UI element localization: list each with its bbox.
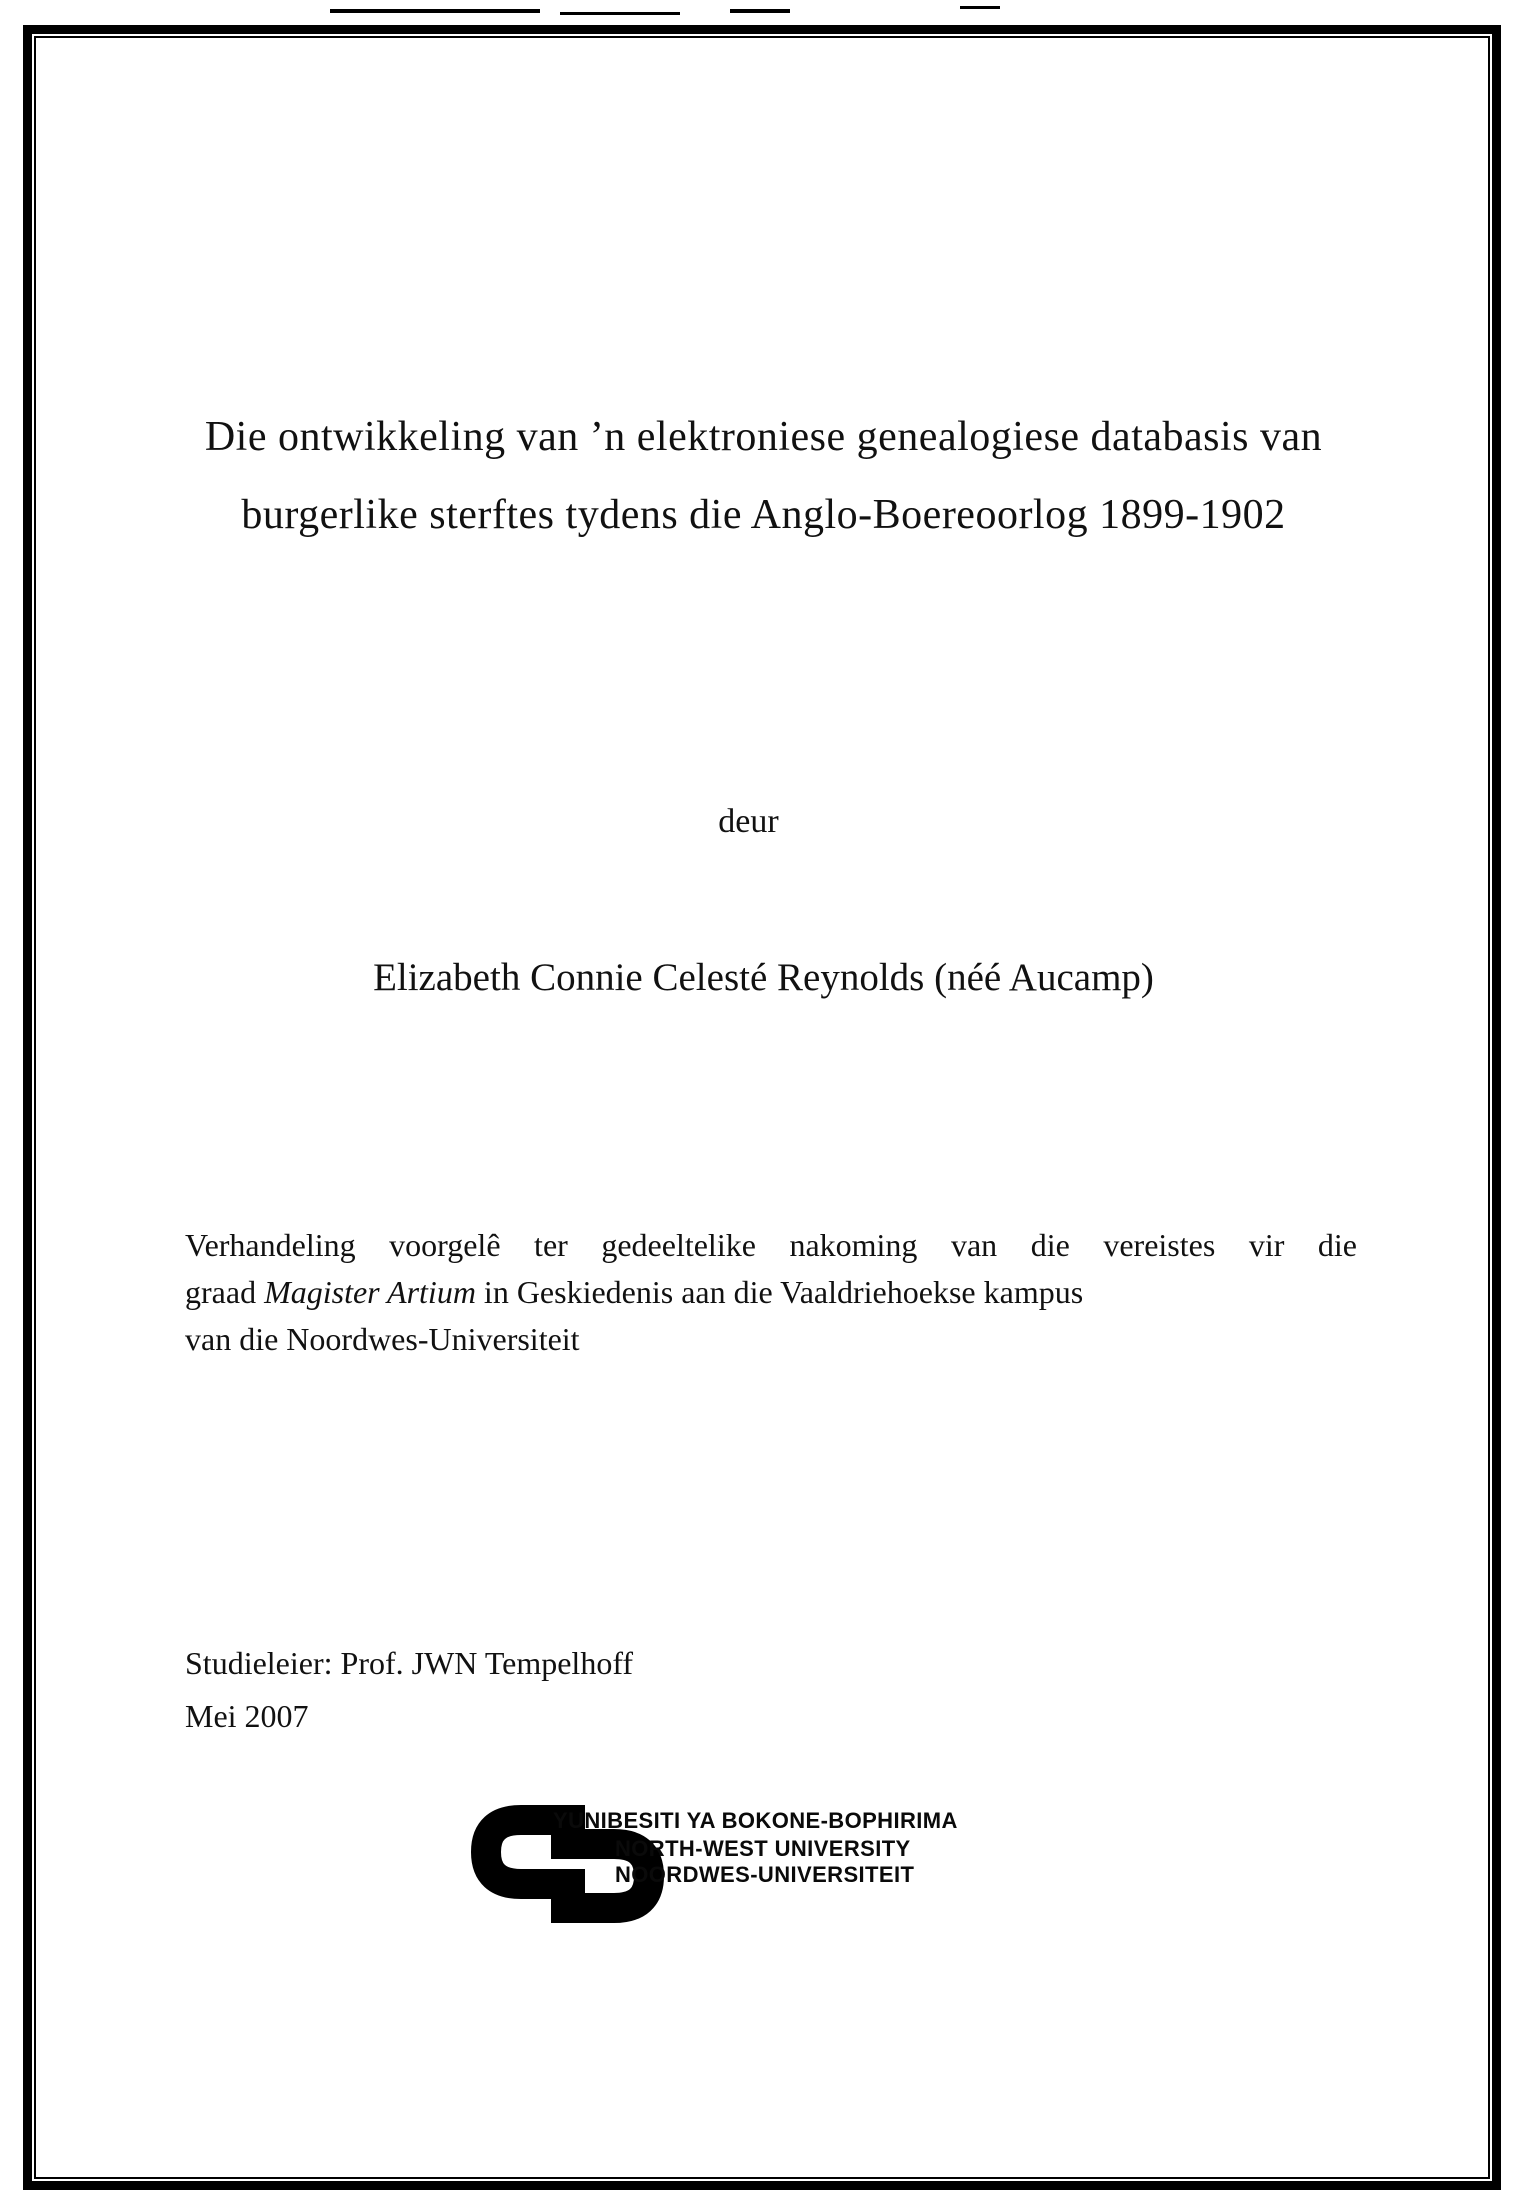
byline-label: deur (718, 803, 779, 840)
submission-line3: van die Noordwes-Universiteit (185, 1321, 580, 1357)
submission-line2 (185, 1269, 1357, 1316)
degree-name: Magister Artium (264, 1274, 476, 1310)
author-name: Elizabeth Connie Celesté Reynolds (néé Aucamp) (373, 956, 1154, 999)
university-name-english: NORTH-WEST UNIVERSITY (615, 1836, 911, 1861)
supervisor-line: Studieleier: Prof. JWN Tempelhoff (185, 1645, 634, 1681)
submission-line1: Verhandeling voorgelê ter gedeeltelike nakoming van die vereistes vir die (185, 1227, 1357, 1263)
thesis-title-line1: Die ontwikkeling van ’n elektroniese genealogiese databasis van (204, 414, 1323, 460)
university-name-afrikaans: NOORDWES-UNIVERSITEIT (615, 1862, 915, 1887)
scan-artifact (960, 6, 1000, 9)
university-name-setswana: YUNIBESITI YA BOKONE-BOPHIRIMA (553, 1808, 958, 1833)
submission-statement (185, 1222, 1357, 1363)
thesis-title (60, 398, 1467, 554)
submission-line2-prefix: graad (185, 1274, 265, 1310)
date-line: Mei 2007 (185, 1698, 309, 1734)
submission-line2-suffix: in Geskiedenis aan die Vaaldriehoekse kampus (475, 1274, 1084, 1310)
scan-artifact (560, 12, 680, 15)
scan-artifact (330, 9, 540, 13)
scan-artifact (730, 9, 790, 13)
thesis-title-line2: burgerlike sterftes tydens die Anglo-Boereoorlog 1899-1902 (241, 492, 1286, 538)
university-logo-block (465, 1800, 958, 1935)
